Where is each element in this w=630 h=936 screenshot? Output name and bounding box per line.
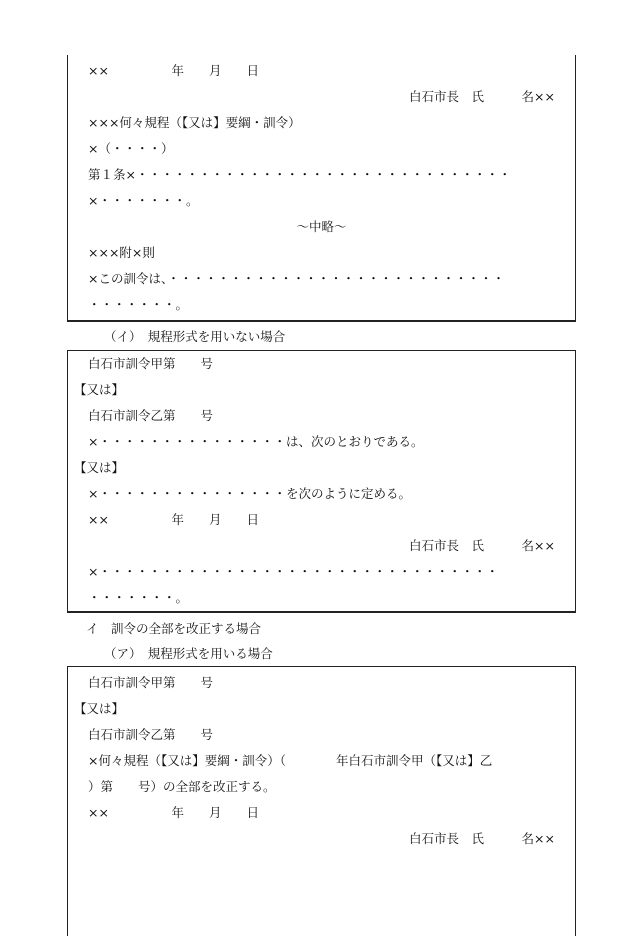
box-bottom-rule <box>67 320 576 322</box>
or-marker: 【又は】 <box>74 382 125 397</box>
document-box-non-rule-form <box>67 350 576 613</box>
caption-line: ×（・・・・） <box>88 141 174 156</box>
statement-alt-line: ×・・・・・・・・・・・・・・・を次のように定める。 <box>88 486 411 501</box>
supplementary-provision-text: ×この訓令は、・・・・・・・・・・・・・・・・・・・・・・・・・・・ <box>88 271 505 286</box>
heading-full-revision: イ 訓令の全部を改正する場合 <box>86 621 262 636</box>
omitted-marker: ～中略～ <box>296 219 347 234</box>
article-1-continued-line: ×・・・・・・・。 <box>88 193 199 208</box>
document-box-rule-form <box>67 55 576 322</box>
date-line: ×× 年 月 日 <box>88 512 259 527</box>
body-text-line: ×・・・・・・・・・・・・・・・・・・・・・・・・・・・・・・・・ <box>88 564 499 579</box>
or-marker: 【又は】 <box>74 701 125 716</box>
mayor-signature-line: 白石市長 氏 名×× <box>409 89 555 104</box>
date-line: ×× 年 月 日 <box>88 805 259 820</box>
revision-statement-continued-line: ）第 号）の全部を改正する。 <box>88 779 276 794</box>
box-bottom-rule <box>67 611 576 613</box>
date-line: ×× 年 月 日 <box>88 63 259 78</box>
statement-line: ×・・・・・・・・・・・・・・・は、次のとおりである。 <box>88 434 424 449</box>
order-number-b-line: 白石市訓令乙第 号 <box>88 408 214 423</box>
heading-rule-form: （ア） 規程形式を用いる場合 <box>104 646 273 661</box>
or-marker: 【又は】 <box>74 460 125 475</box>
order-number-a-line: 白石市訓令甲第 号 <box>88 675 214 690</box>
supplementary-provision-heading: ×××附×則 <box>88 245 155 260</box>
rule-title-line: ×××何々規程（【又は】要綱・訓令） <box>88 115 301 130</box>
body-text-continued-line: ・・・・・・・。 <box>88 590 189 605</box>
revision-statement-line: ×何々規程（【又は】要綱・訓令）（ 年白石市訓令甲（【又は】乙 <box>88 753 493 768</box>
document-box-full-revision <box>67 666 576 936</box>
heading-non-rule-form: （イ） 規程形式を用いない場合 <box>104 329 286 344</box>
mayor-signature-line: 白石市長 氏 名×× <box>409 831 555 846</box>
order-number-a-line: 白石市訓令甲第 号 <box>88 356 214 371</box>
supplementary-provision-continued: ・・・・・・・。 <box>88 297 189 312</box>
mayor-signature-line: 白石市長 氏 名×× <box>409 538 555 553</box>
order-number-b-line: 白石市訓令乙第 号 <box>88 727 214 742</box>
article-1-line: 第１条×・・・・・・・・・・・・・・・・・・・・・・・・・・・・・・ <box>88 167 511 182</box>
